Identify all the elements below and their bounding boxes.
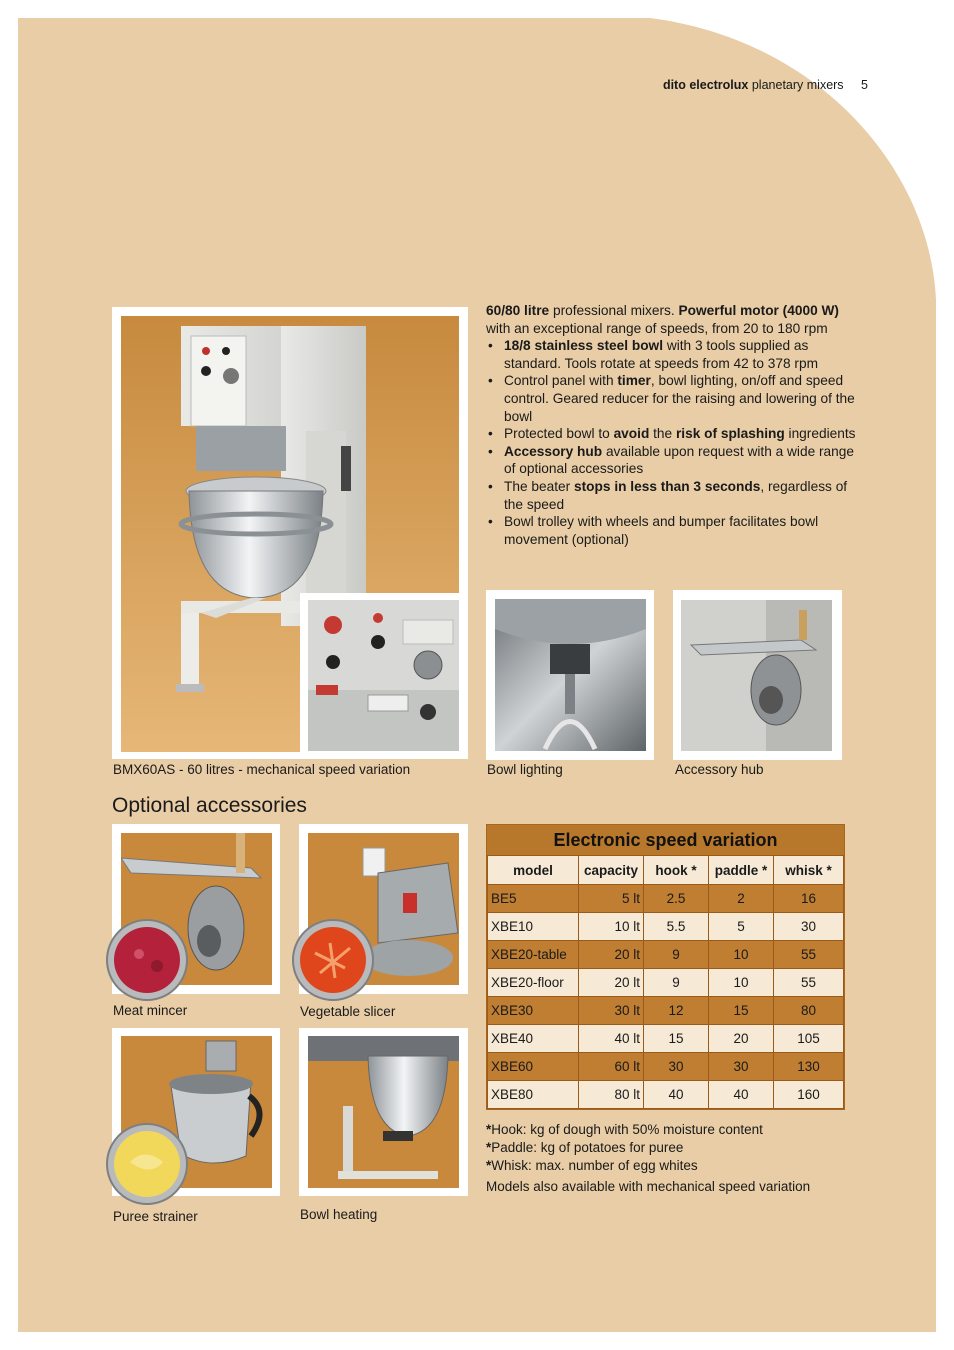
col-paddle: paddle * xyxy=(709,856,774,885)
feature-item: • Accessory hub available upon request with a wide range of optional accessories xyxy=(486,443,862,478)
intro-text-2: with an exceptional range of speeds, from 20 to 180 rpm xyxy=(486,320,828,336)
minced-meat-inset xyxy=(105,918,190,1003)
table-row xyxy=(488,941,844,969)
intro-text-1: professional mixers. xyxy=(549,303,679,318)
feature-item: • Bowl trolley with wheels and bumper facilitates bowl movement (optional) xyxy=(486,513,862,548)
accessory-hub-photo xyxy=(681,600,832,751)
cell-model: XBE30 xyxy=(488,997,579,1025)
meat-mincer-caption: Meat mincer xyxy=(113,1003,188,1018)
intro-bold-motor: Powerful motor (4000 W) xyxy=(678,303,839,318)
feature-item: • Protected bowl to avoid the risk of splashing ingredients xyxy=(486,425,862,443)
cell-paddle: 20 xyxy=(709,1025,774,1053)
cell-hook: 9 xyxy=(644,941,709,969)
cell-paddle: 2 xyxy=(709,885,774,913)
sliced-carrots-inset xyxy=(290,918,376,1003)
cell-whisk: 130 xyxy=(774,1053,844,1081)
col-capacity: capacity xyxy=(579,856,644,885)
cell-model: XBE10 xyxy=(488,913,579,941)
cell-whisk: 16 xyxy=(774,885,844,913)
note-whisk: *Whisk: max. number of egg whites xyxy=(486,1157,698,1173)
cell-whisk: 55 xyxy=(774,969,844,997)
cell-capacity: 60 lt xyxy=(579,1053,644,1081)
cell-capacity: 40 lt xyxy=(579,1025,644,1053)
table-header-row xyxy=(488,856,844,885)
table-notes xyxy=(486,1121,810,1196)
cell-hook: 5.5 xyxy=(644,913,709,941)
cell-paddle: 30 xyxy=(709,1053,774,1081)
cell-paddle: 10 xyxy=(709,969,774,997)
table-row xyxy=(488,885,844,913)
intro-bold-capacity: 60/80 litre xyxy=(486,303,550,318)
col-hook: hook * xyxy=(644,856,709,885)
puree-inset xyxy=(105,1122,190,1207)
cell-capacity: 5 lt xyxy=(579,885,644,913)
cell-whisk: 80 xyxy=(774,997,844,1025)
cell-whisk: 105 xyxy=(774,1025,844,1053)
cell-hook: 30 xyxy=(644,1053,709,1081)
cell-paddle: 40 xyxy=(709,1081,774,1109)
cell-model: BE5 xyxy=(488,885,579,913)
speed-table-grid xyxy=(487,855,844,1109)
cell-paddle: 15 xyxy=(709,997,774,1025)
table-row xyxy=(488,997,844,1025)
product-description xyxy=(486,302,862,548)
cell-capacity: 30 lt xyxy=(579,997,644,1025)
feature-item: • The beater stops in less than 3 seconds, regardless of the speed xyxy=(486,478,862,513)
cell-whisk: 55 xyxy=(774,941,844,969)
cell-whisk: 160 xyxy=(774,1081,844,1109)
vegetable-slicer-caption: Vegetable slicer xyxy=(300,1004,396,1019)
cell-capacity: 10 lt xyxy=(579,913,644,941)
feature-list xyxy=(486,337,862,548)
cell-model: XBE20-floor xyxy=(488,969,579,997)
bowl-heating-caption: Bowl heating xyxy=(300,1207,378,1222)
speed-variation-table xyxy=(486,824,845,1110)
cell-model: XBE40 xyxy=(488,1025,579,1053)
table-title: Electronic speed variation xyxy=(487,825,844,855)
cell-model: XBE20-table xyxy=(488,941,579,969)
note-hook: *Hook: kg of dough with 50% moisture content xyxy=(486,1122,763,1137)
table-row xyxy=(488,913,844,941)
bowl-heating-photo xyxy=(308,1036,459,1188)
cell-whisk: 30 xyxy=(774,913,844,941)
table-row xyxy=(488,969,844,997)
feature-item: • 18/8 stainless steel bowl with 3 tools supplied as standard. Tools rotate at speeds from 42 to 378 rpm xyxy=(486,337,862,372)
optional-accessories-title: Optional accessories xyxy=(112,794,307,817)
cell-capacity: 20 lt xyxy=(579,969,644,997)
main-photo-caption: BMX60AS - 60 litres - mechanical speed variation xyxy=(113,762,411,777)
cell-paddle: 5 xyxy=(709,913,774,941)
col-model: model xyxy=(488,856,579,885)
cell-model: XBE60 xyxy=(488,1053,579,1081)
puree-strainer-caption: Puree strainer xyxy=(113,1209,198,1224)
feature-item: • Control panel with timer, bowl lighting, on/off and speed control. Geared reducer for the raising and lowering of the bowl xyxy=(486,372,862,425)
cell-capacity: 80 lt xyxy=(579,1081,644,1109)
note-paddle: *Paddle: kg of potatoes for puree xyxy=(486,1139,684,1155)
brand-name: dito electrolux xyxy=(662,78,749,92)
cell-hook: 15 xyxy=(644,1025,709,1053)
cell-hook: 2.5 xyxy=(644,885,709,913)
description-intro xyxy=(486,302,862,337)
cell-paddle: 10 xyxy=(709,941,774,969)
bowl-lighting-caption: Bowl lighting xyxy=(487,762,563,777)
note-models: Models also available with mechanical speed variation xyxy=(486,1179,811,1195)
page-number: 5 xyxy=(861,78,868,92)
cell-hook: 40 xyxy=(644,1081,709,1109)
page-header xyxy=(663,78,868,92)
table-row xyxy=(488,1025,844,1053)
cell-capacity: 20 lt xyxy=(579,941,644,969)
bowl-lighting-photo xyxy=(495,599,646,751)
cell-hook: 9 xyxy=(644,969,709,997)
col-whisk: whisk * xyxy=(774,856,844,885)
table-row xyxy=(488,1081,844,1109)
accessory-hub-caption: Accessory hub xyxy=(675,762,764,777)
control-panel-photo xyxy=(308,600,459,751)
table-row xyxy=(488,1053,844,1081)
header-title: planetary mixers xyxy=(751,78,844,92)
cell-hook: 12 xyxy=(644,997,709,1025)
cell-model: XBE80 xyxy=(488,1081,579,1109)
